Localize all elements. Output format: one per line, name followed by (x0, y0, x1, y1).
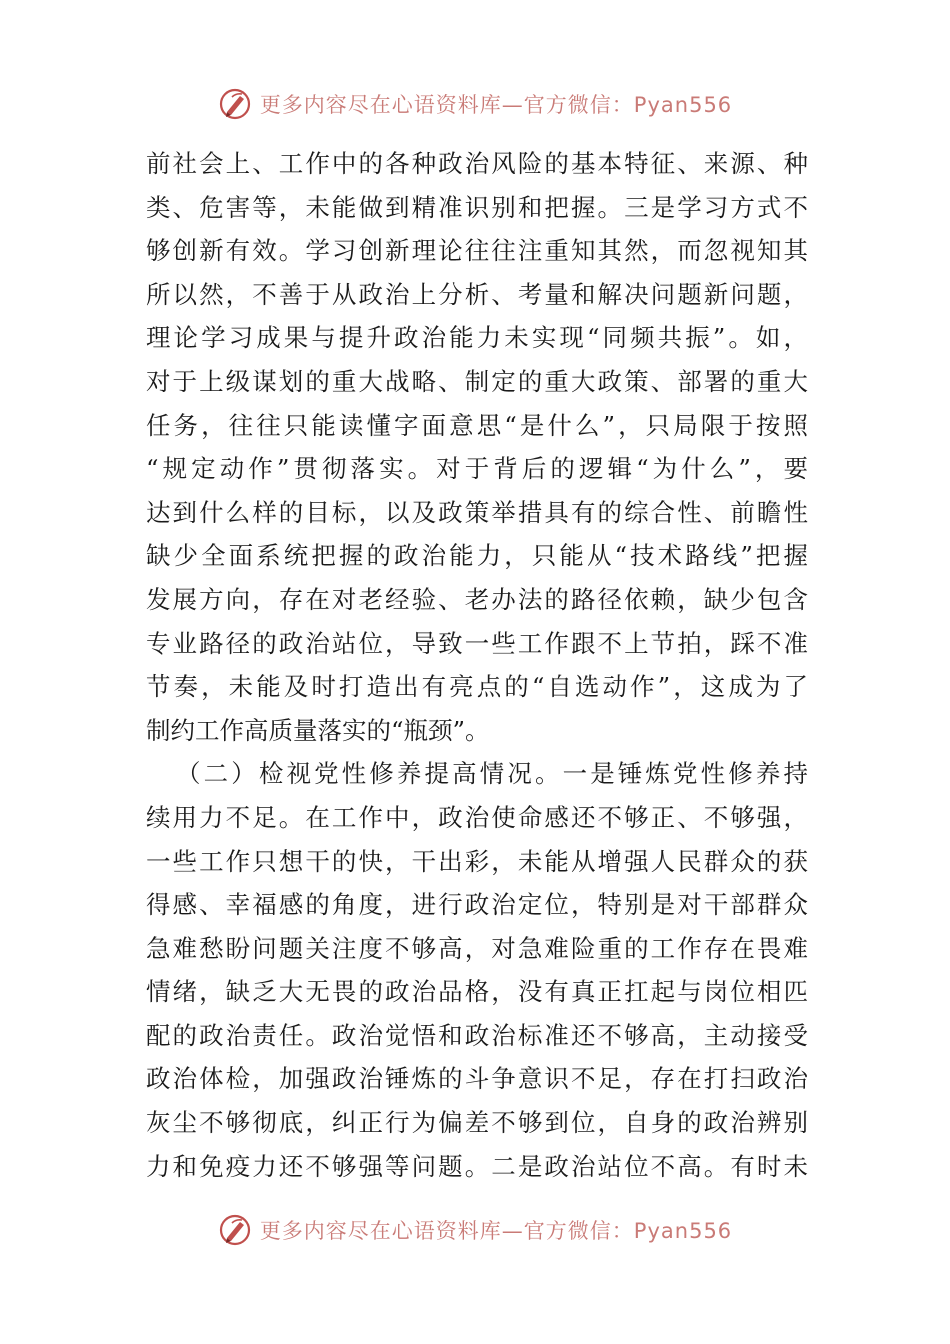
body-line: 节奏，未能及时打造出有亮点的“自选动作”，这成为了 (146, 672, 808, 702)
body-line: 发展方向，存在对老经验、老办法的路径依赖，缺少包含 (146, 584, 808, 614)
body-line: 理论学习成果与提升政治能力未实现“同频共振”。如， (146, 323, 808, 353)
body-line: 灰尘不够彻底，纠正行为偏差不够到位，自身的政治辨别 (146, 1108, 808, 1138)
body-line: 够创新有效。学习创新理论往往注重知其然，而忽视知其 (146, 236, 808, 266)
body-line: 力和免疫力还不够强等问题。二是政治站位不高。有时未 (146, 1151, 808, 1181)
body-line: 达到什么样的目标，以及政策举措具有的综合性、前瞻性 (146, 497, 808, 527)
pen-nib-logo-icon (218, 87, 252, 121)
body-line: 续用力不足。在工作中，政治使命感还不够正、不够强， (146, 802, 808, 832)
body-line: 专业路径的政治站位，导致一些工作跟不上节拍，踩不准 (146, 628, 808, 658)
body-line: 缺少全面系统把握的政治能力，只能从“技术路线”把握 (146, 541, 808, 571)
section-heading-line: （二）检视党性修养提高情况。一是锤炼党性修养持 (176, 759, 808, 789)
body-line: 所以然，不善于从政治上分析、考量和解决问题新问题， (146, 279, 808, 309)
body-line: 政治体检，加强政治锤炼的斗争意识不足，存在打扫政治 (146, 1064, 808, 1094)
body-line: “规定动作”贯彻落实。对于背后的逻辑“为什么”，要 (146, 454, 808, 484)
pen-nib-logo-icon (218, 1213, 252, 1247)
body-line: 制约工作高质量落实的“瓶颈”。 (146, 715, 490, 745)
document-body (146, 142, 808, 1188)
header-banner (0, 84, 950, 124)
body-line: 一些工作只想干的快，干出彩，未能从增强人民群众的获 (146, 846, 808, 876)
header-banner-text: 更多内容尽在心语资料库—官方微信：Pyan556 (259, 93, 733, 117)
body-line: 急难愁盼问题关注度不够高，对急难险重的工作存在畏难 (146, 933, 808, 963)
footer-banner (0, 1210, 950, 1250)
body-line: 配的政治责任。政治觉悟和政治标准还不够高，主动接受 (146, 1020, 808, 1050)
body-line: 类、危害等，未能做到精准识别和把握。三是学习方式不 (146, 192, 808, 222)
body-line: 任务，往往只能读懂字面意思“是什么”，只局限于按照 (146, 410, 808, 440)
body-line: 得感、幸福感的角度，进行政治定位，特别是对干部群众 (146, 890, 808, 920)
body-line: 前社会上、工作中的各种政治风险的基本特征、来源、种 (146, 149, 808, 178)
footer-banner-text: 更多内容尽在心语资料库—官方微信：Pyan556 (259, 1219, 733, 1243)
body-line: 情绪，缺乏大无畏的政治品格，没有真正扛起与岗位相匹 (146, 977, 808, 1007)
body-line: 对于上级谋划的重大战略、制定的重大政策、部署的重大 (146, 366, 808, 396)
